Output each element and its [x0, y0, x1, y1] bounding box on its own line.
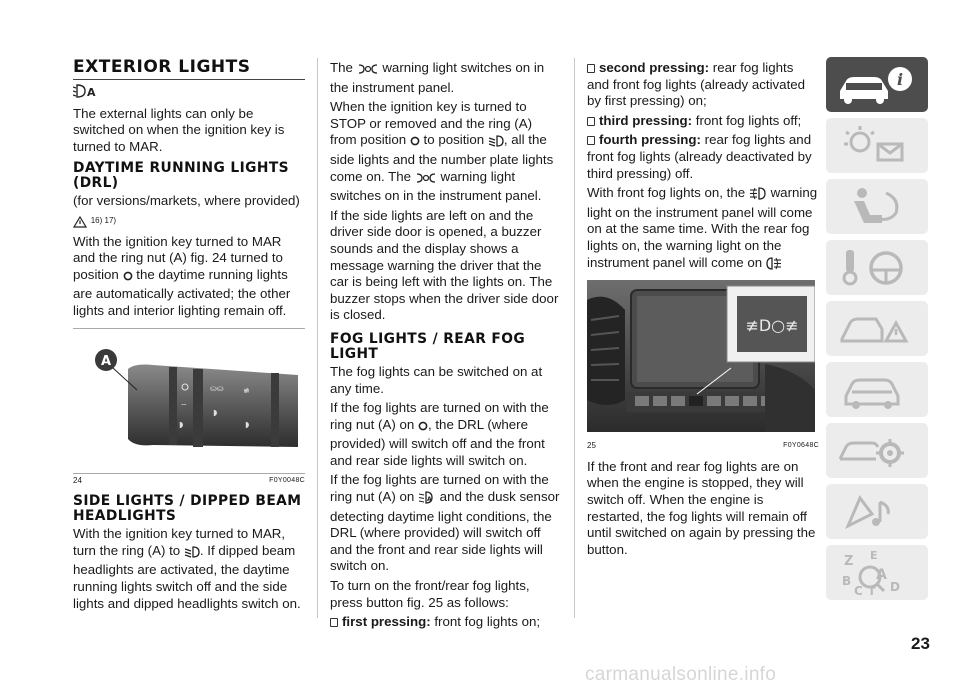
drl-subtitle: (for versions/markets, where provided): [73, 193, 300, 209]
fog-bullet-4-label: fourth pressing:: [599, 132, 701, 148]
section-title-drl: DAYTIME RUNNING LIGHTS (DRL): [73, 160, 289, 192]
fog-bullet-4-text: rear fog lights and front fog lights (already deactivated by third pressing) off.: [587, 132, 812, 181]
bullet-box-icon: [587, 136, 595, 145]
low-beam-auto-icon: [418, 491, 436, 509]
side-body-a: With the ignition key turned to MAR, turn the ring (A) to: [73, 526, 286, 558]
col2-p3: If the side lights are left on and the driver side door is opened, a buzzer sounds and the display shows a message warning the driver that the car is being left with the lights on. The buzzer stops when the driver side door is closed.: [330, 207, 559, 323]
fog-bullet-2: [587, 60, 819, 110]
svg-text:T: T: [868, 585, 876, 598]
chapter-tab-knowing-car[interactable]: [826, 57, 928, 112]
col2-p2-d: warning light switches on in the instrument panel.: [330, 168, 542, 204]
svg-text:A: A: [876, 567, 887, 583]
svg-text:≢D○≢: ≢D○≢: [745, 316, 799, 336]
bullet-box-icon: [587, 117, 595, 126]
chapter-tab-safety[interactable]: [826, 179, 928, 234]
chapter-tab-starting-driving[interactable]: [826, 240, 928, 295]
warning-triangle-ref-icon: [73, 216, 87, 233]
figure-25-code: F0Y0648C: [783, 441, 819, 449]
figure-rule: [73, 328, 305, 329]
svg-text:E: E: [870, 549, 878, 562]
svg-text:◗: ◗: [213, 407, 218, 417]
column-2: [330, 60, 562, 634]
fog-bullet-1-text: front fog lights on;: [430, 614, 541, 630]
side-body-b: . If dipped beam headlights are activated, the daytime running lights switch off and the side lights and dipped headlights switch on.: [73, 542, 301, 611]
svg-text:C: C: [854, 584, 863, 598]
svg-text:A: A: [426, 496, 432, 504]
column-1: [73, 58, 305, 615]
front-fog-icon: [749, 187, 767, 205]
ring-zero-icon: [123, 270, 133, 287]
figure-24-caption: [73, 476, 305, 486]
drl-body-b: the daytime running lights are automatically activated; the other lights and interior lighting remain off.: [73, 266, 291, 318]
rear-fog-icon: [766, 257, 782, 275]
figure-25-number: 25: [587, 440, 596, 450]
chapter-tab-servicing[interactable]: [826, 362, 928, 417]
chapter-tab-emergency[interactable]: [826, 301, 928, 356]
svg-text:Z: Z: [844, 554, 854, 569]
column-3: [587, 60, 819, 561]
svg-text:≢: ≢: [243, 385, 250, 395]
col2-p2-a: When the ignition key is turned to STOP or removed and the ring (A) from position: [330, 99, 533, 148]
fog-p5-b: warning light on the instrument panel will come on at the same time. With the rear fog lights on, the warning light on the instrument panel will come on: [587, 185, 818, 270]
section-title-fog-lights: FOG LIGHTS / REAR FOG LIGHT: [330, 330, 526, 362]
svg-text:⛀⛀: ⛀⛀: [210, 383, 224, 393]
fog-p6: If the front and rear fog lights are on when the engine is stopped, they will switch off. When the engine is restarted, the fog lights will remain off until switched on again by pressing the button.: [587, 458, 816, 557]
chapter-tabs: [826, 57, 928, 606]
svg-text:◗: ◗: [179, 419, 184, 429]
fog-p3-a: If the fog lights are turned on with the ring nut (A) on: [330, 472, 549, 505]
col2-p2-c: , all the side lights and the number plate lights come on. The: [330, 132, 554, 184]
figure-24-code: F0Y0048C: [269, 477, 305, 485]
col2-p1-b: warning light switches on in the instrument panel.: [330, 60, 545, 95]
figure-25-dashboard: [587, 280, 819, 437]
drl-body-a: With the ignition key turned to MAR and the ring nut (A) fig. 24 turned to position: [73, 233, 283, 282]
fog-bullet-1-label: first pressing:: [342, 614, 431, 630]
svg-text:D: D: [890, 580, 900, 594]
side-lights-icon: [357, 63, 379, 80]
watermark: carmanualsonline.info: [585, 664, 777, 685]
figure-25-caption: [587, 441, 819, 451]
svg-text:i: i: [896, 70, 904, 89]
page-number: 23: [911, 634, 930, 653]
exterior-intro: The external lights can only be switched on when the ignition key is turned to MAR.: [73, 105, 285, 154]
fog-bullet-4: [587, 132, 819, 182]
col2-p2-b: to position: [423, 132, 485, 148]
fog-bullet-3: [587, 113, 819, 130]
fog-bullet-2-text: rear fog lights and front fog lights (already activated by first pressing) on;: [587, 60, 806, 109]
svg-text:B: B: [842, 574, 852, 588]
svg-text:A: A: [87, 86, 96, 99]
low-beam-auto-icon: [73, 83, 305, 104]
dipped-beam-icon: [184, 546, 200, 563]
figure-24-number: 24: [73, 476, 82, 486]
section-title-side-lights: SIDE LIGHTS / DIPPED BEAM HEADLIGHTS: [73, 493, 302, 525]
column-divider-2: [574, 58, 575, 618]
dipped-beam-icon: [488, 135, 504, 152]
column-divider-1: [317, 58, 318, 618]
col2-p1-a: The: [330, 60, 353, 75]
fog-p5-a: With front fog lights on, the: [587, 185, 746, 201]
figure-24-stalk: [73, 335, 305, 470]
chapter-tab-dashboard[interactable]: [826, 118, 928, 173]
fog-p4: To turn on the front/rear fog lights, press button fig. 25 as follows:: [330, 578, 530, 610]
fog-p3-b: and the dusk sensor detecting daytime light conditions, the DRL (where provided) will switch off and the front and rear side lights will switch on.: [330, 489, 560, 574]
fog-bullet-3-label: third pressing:: [599, 112, 693, 128]
fog-bullet-1: [330, 614, 562, 631]
side-lights-icon: [415, 172, 437, 189]
fog-p2-b: , the DRL (where provided) will switch off and the front and rear side lights will switch on.: [330, 416, 545, 468]
ring-zero-icon: [418, 420, 428, 437]
bullet-box-icon: [587, 64, 595, 73]
fog-p1: The fog lights can be switched on at any time.: [330, 363, 543, 396]
drl-refs: 16) 17): [90, 215, 117, 225]
chapter-tab-multimedia[interactable]: [826, 484, 928, 539]
chapter-tab-technical[interactable]: [826, 423, 928, 478]
section-title-exterior-lights: EXTERIOR LIGHTS: [73, 57, 251, 77]
ring-zero-icon: [410, 135, 420, 152]
fog-bullet-3-text: front fog lights off;: [692, 112, 802, 128]
title-rule: [73, 79, 305, 80]
svg-text:◗: ◗: [245, 419, 250, 429]
figure-bottom-rule: [73, 473, 305, 474]
svg-text:⌔: ⌔: [180, 401, 188, 411]
fog-p2-a: If the fog lights are turned on with the ring nut (A) on: [330, 400, 549, 432]
bullet-box-icon: [330, 618, 338, 627]
figure-24-callout: A: [100, 353, 112, 369]
chapter-tab-index[interactable]: [826, 545, 928, 600]
fog-bullet-2-label: second pressing:: [599, 60, 710, 75]
